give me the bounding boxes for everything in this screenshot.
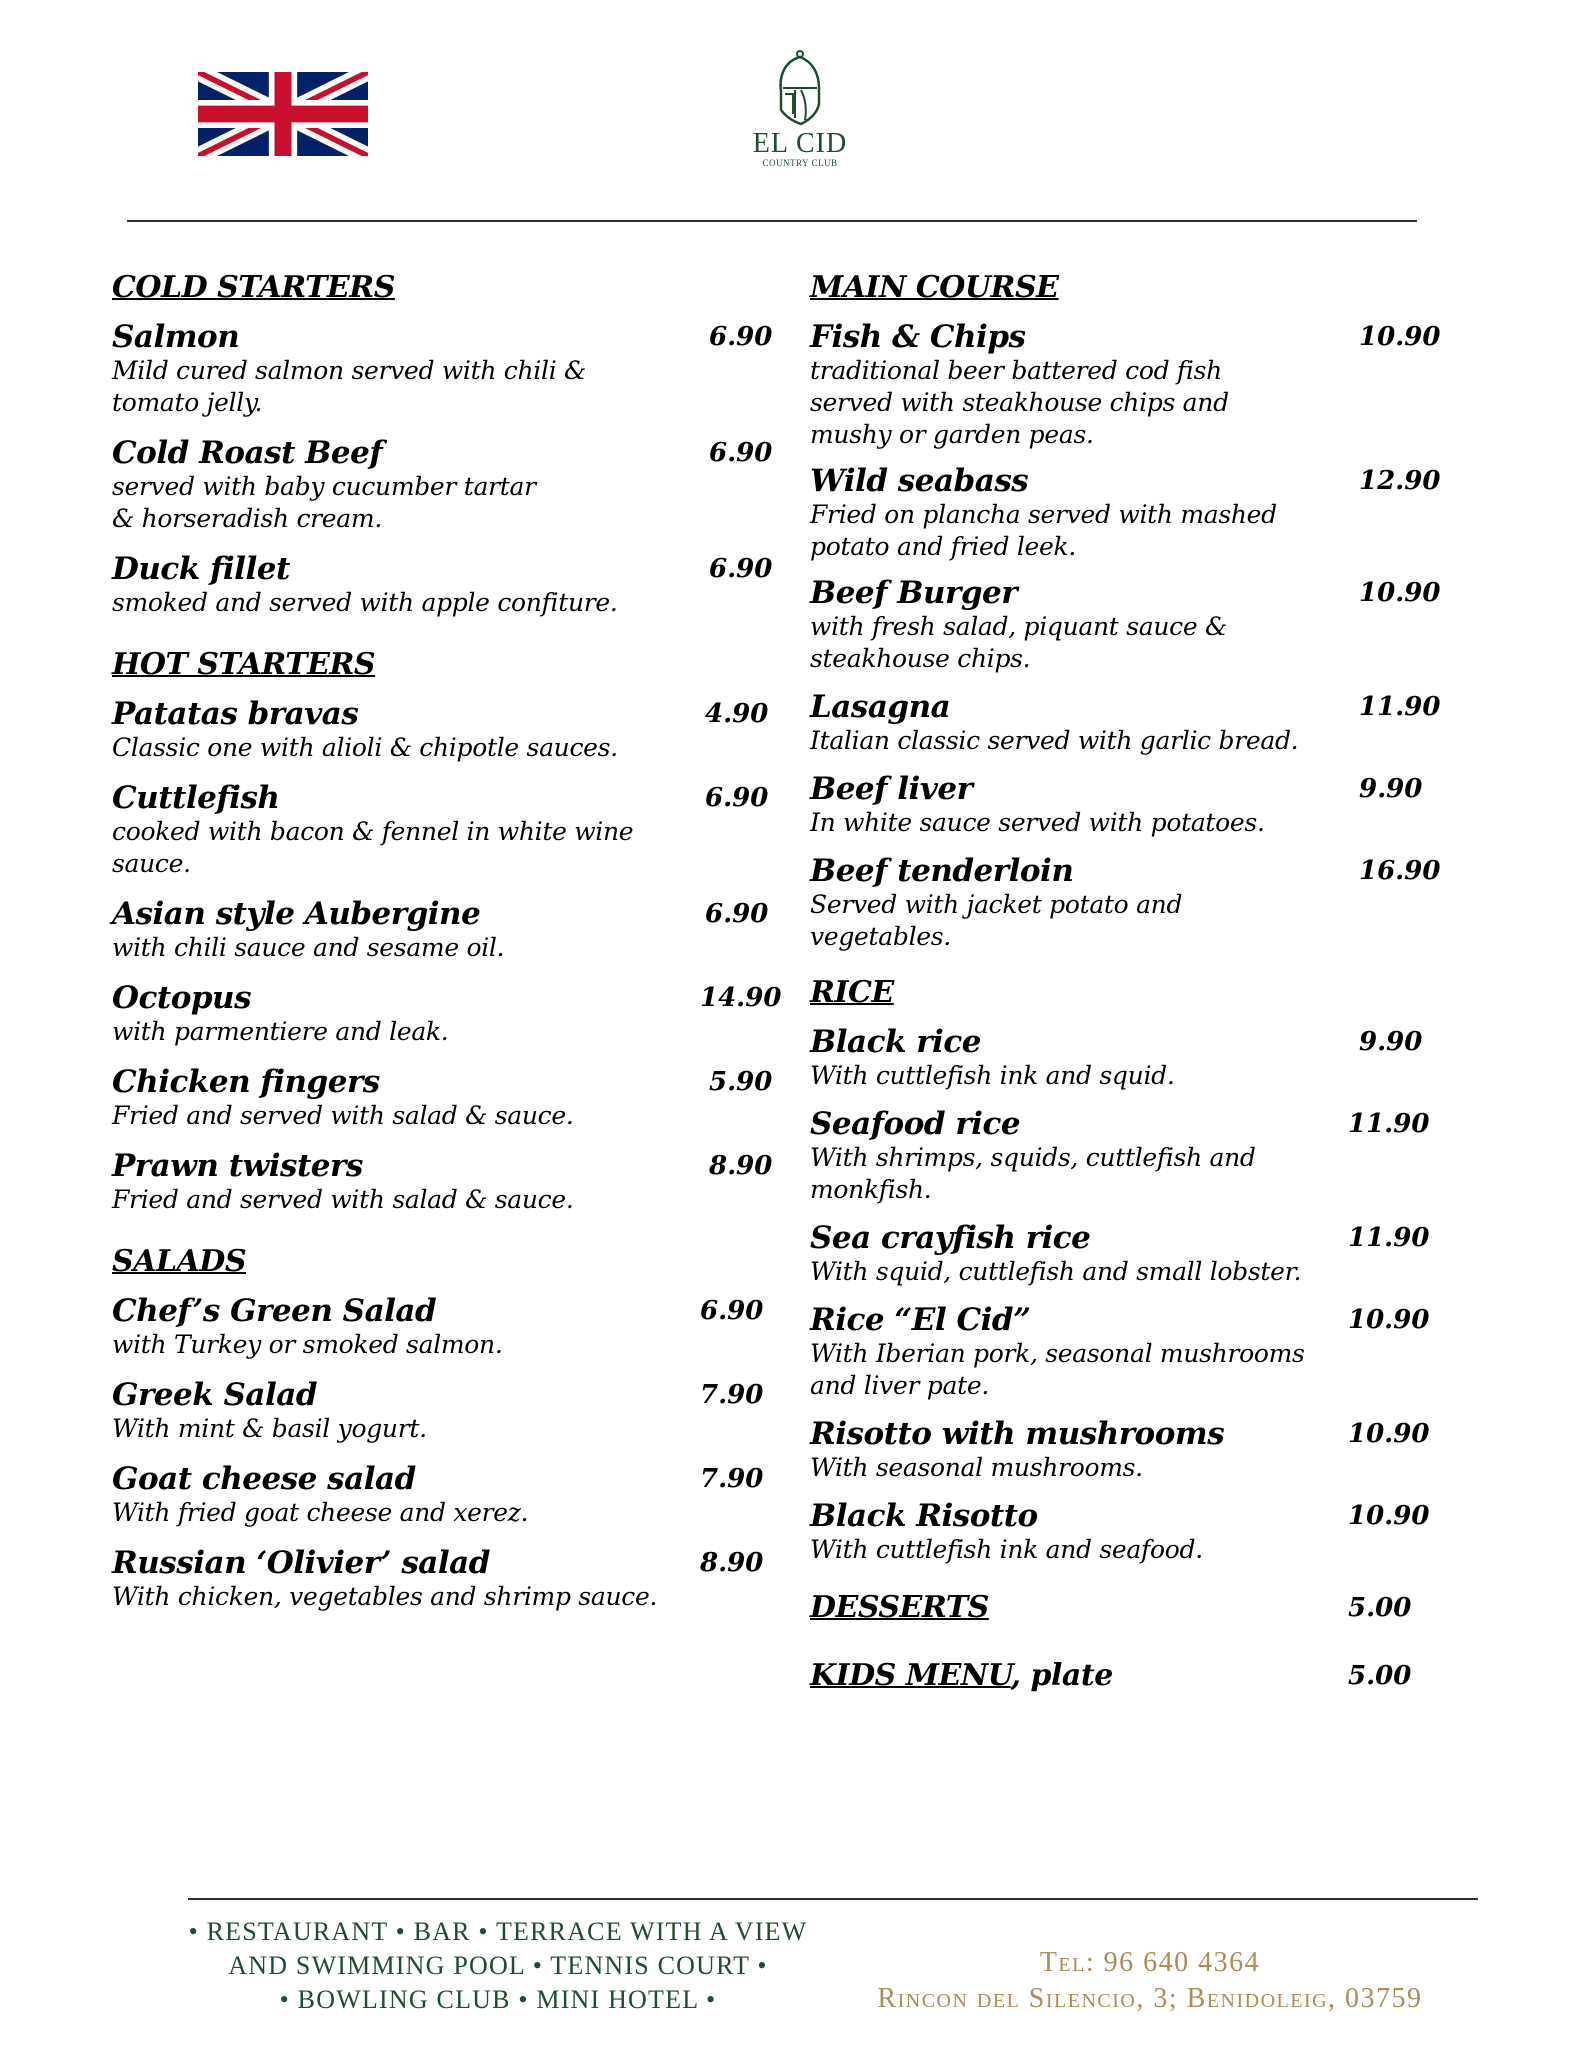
item-price: 8.90 (700, 1548, 764, 1578)
club-logo (735, 48, 865, 183)
menu-item (810, 853, 1450, 953)
item-desc: monkfish. (810, 1175, 932, 1204)
item-name: Seafood rice (810, 1106, 1021, 1142)
item-desc: With chicken, vegetables and shrimp sauce. (112, 1582, 658, 1611)
item-name: Patatas bravas (112, 696, 359, 732)
item-desc: With seasonal mushrooms. (810, 1453, 1143, 1482)
menu-item (112, 1461, 782, 1529)
item-name: Sea crayfish rice (810, 1220, 1091, 1256)
top-divider (127, 220, 1417, 222)
item-price: 5.90 (709, 1067, 773, 1097)
item-desc: with Turkey or smoked salmon. (112, 1330, 503, 1359)
item-desc: sauce. (112, 849, 191, 878)
item-price: 10.90 (1348, 1501, 1430, 1531)
menu-item (112, 1545, 782, 1613)
item-name: Greek Salad (112, 1377, 318, 1413)
logo-name: EL CID (752, 128, 848, 159)
item-desc: tomato jelly. (112, 388, 263, 417)
menu-item (112, 1377, 782, 1445)
item-price: 6.90 (709, 322, 773, 352)
item-name: Russian ‘Olivier’ salad (112, 1545, 490, 1581)
item-name: Duck fillet (112, 551, 290, 587)
section-title: MAIN COURSE (810, 270, 1059, 305)
item-price: 12.90 (1359, 466, 1441, 496)
item-name: Wild seabass (810, 463, 1029, 499)
menu-item (112, 780, 782, 880)
item-price: 6.90 (705, 899, 769, 929)
item-desc: vegetables. (810, 922, 951, 951)
item-desc: With shrimps, squids, cuttlefish and (810, 1143, 1256, 1172)
item-price: 9.90 (1359, 1027, 1423, 1057)
item-name: Chef’s Green Salad (112, 1293, 437, 1329)
item-desc: Fried and served with salad & sauce. (112, 1185, 574, 1214)
item-price: 16.90 (1359, 856, 1441, 886)
item-desc: cooked with bacon & fennel in white wine (112, 817, 634, 846)
menu-item (112, 1293, 782, 1361)
item-desc: smoked and served with apple confiture. (112, 588, 618, 617)
item-name: Beef tenderloin (810, 853, 1074, 889)
menu-item (112, 435, 782, 535)
knight-helmet-icon (765, 48, 835, 128)
item-name: Fish & Chips (810, 319, 1026, 355)
menu-item (112, 1148, 782, 1216)
menu-item (810, 1106, 1450, 1206)
footer-contact (820, 1945, 1480, 2017)
item-name: Risotto with mushrooms (810, 1416, 1225, 1452)
item-desc: With squid, cuttlefish and small lobster. (810, 1257, 1302, 1286)
item-desc: Fried on plancha served with mashed (810, 500, 1277, 529)
item-desc: & horseradish cream. (112, 504, 382, 533)
item-name: Prawn twisters (112, 1148, 363, 1184)
section-title: RICE (810, 975, 894, 1010)
menu-item (810, 1498, 1450, 1566)
item-desc: with parmentiere and leak. (112, 1017, 449, 1046)
item-desc: served with steakhouse chips and (810, 388, 1229, 417)
item-price: 6.90 (700, 1296, 764, 1326)
item-price: 14.90 (700, 983, 782, 1013)
footer-tel: Tel: 96 640 4364 (1039, 1947, 1261, 1978)
section-title: DESSERTS (810, 1590, 989, 1625)
section-title: KIDS MENU (810, 1658, 1011, 1693)
section-title: COLD STARTERS (112, 270, 395, 305)
item-desc: served with baby cucumber tartar (112, 472, 536, 501)
item-price: 6.90 (709, 554, 773, 584)
kids-menu-line (810, 1658, 1450, 1696)
item-name: Octopus (112, 980, 252, 1016)
item-desc: Fried and served with salad & sauce. (112, 1101, 574, 1130)
kids-menu-suffix: , plate (1010, 1658, 1113, 1693)
item-price: 5.00 (1348, 1661, 1412, 1691)
item-desc: With fried goat cheese and xerez. (112, 1498, 529, 1527)
menu-item (810, 1024, 1450, 1092)
item-desc: With Iberian pork, seasonal mushrooms (810, 1339, 1305, 1368)
footer-address: Rincon del Silencio, 3; Benidoleig, 03759 (877, 1983, 1423, 2014)
item-name: Salmon (112, 319, 240, 355)
menu-item (810, 319, 1450, 451)
section-title: SALADS (112, 1244, 246, 1279)
item-name: Beef liver (810, 771, 973, 807)
item-desc: traditional beer battered cod fish (810, 356, 1222, 385)
item-desc: With mint & basil yogurt. (112, 1414, 427, 1443)
item-desc: With cuttlefish ink and seafood. (810, 1535, 1203, 1564)
desserts-line (810, 1590, 1450, 1628)
footer-amenities (188, 1915, 808, 2017)
item-desc: Mild cured salmon served with chili & (112, 356, 586, 385)
item-price: 10.90 (1348, 1419, 1430, 1449)
section-title: HOT STARTERS (112, 647, 376, 682)
menu-item (112, 980, 782, 1048)
item-price: 9.90 (1359, 774, 1423, 804)
menu-item (810, 1302, 1450, 1402)
item-name: Chicken fingers (112, 1064, 380, 1100)
item-desc: with fresh salad, piquant sauce & (810, 612, 1227, 641)
item-name: Cold Roast Beef (112, 435, 383, 471)
footer-line: AND SWIMMING POOL • TENNIS COURT • (228, 1951, 768, 1980)
item-price: 5.00 (1348, 1593, 1412, 1623)
item-name: Cuttlefish (112, 780, 280, 816)
item-price: 10.90 (1348, 1305, 1430, 1335)
item-price: 8.90 (709, 1151, 773, 1181)
item-name: Goat cheese salad (112, 1461, 416, 1497)
uk-flag-icon (198, 72, 368, 156)
item-name: Black Risotto (810, 1498, 1038, 1534)
item-desc: Classic one with alioli & chipotle sauces. (112, 733, 618, 762)
item-name: Black rice (810, 1024, 981, 1060)
item-desc: In white sauce served with potatoes. (810, 808, 1265, 837)
menu-item (112, 896, 782, 964)
item-name: Asian style Aubergine (112, 896, 481, 932)
menu-item (810, 771, 1450, 839)
item-desc: mushy or garden peas. (810, 420, 1094, 449)
menu-item (112, 696, 782, 764)
menu-item (810, 1220, 1450, 1288)
item-desc: and liver pate. (810, 1371, 989, 1400)
menu-item (810, 689, 1450, 757)
item-price: 10.90 (1359, 322, 1441, 352)
item-price: 11.90 (1359, 692, 1441, 722)
item-desc: With cuttlefish ink and squid. (810, 1061, 1175, 1090)
left-column (112, 270, 782, 1613)
item-price: 10.90 (1359, 578, 1441, 608)
menu-item (810, 463, 1450, 563)
menu-item (112, 551, 782, 619)
menu-item (112, 1064, 782, 1132)
menu-item (112, 319, 782, 419)
menu-item (810, 1416, 1450, 1484)
logo-subtitle: COUNTRY CLUB (762, 158, 838, 168)
item-price: 7.90 (700, 1380, 764, 1410)
item-price: 6.90 (709, 438, 773, 468)
item-price: 11.90 (1348, 1223, 1430, 1253)
footer-line: • RESTAURANT • BAR • TERRACE WITH A VIEW (188, 1917, 808, 1946)
item-price: 6.90 (705, 783, 769, 813)
right-column (810, 270, 1450, 1696)
menu-item (810, 575, 1450, 675)
bottom-divider (188, 1898, 1478, 1900)
item-desc: with chili sauce and sesame oil. (112, 933, 505, 962)
item-name: Lasagna (810, 689, 951, 725)
item-name: Beef Burger (810, 575, 1018, 611)
item-desc: Served with jacket potato and (810, 890, 1183, 919)
item-price: 4.90 (705, 699, 769, 729)
item-name: Rice “El Cid” (810, 1302, 1031, 1338)
item-desc: potato and fried leek. (810, 532, 1077, 561)
item-desc: steakhouse chips. (810, 644, 1031, 673)
item-price: 7.90 (700, 1464, 764, 1494)
item-price: 11.90 (1348, 1109, 1430, 1139)
item-desc: Italian classic served with garlic bread. (810, 726, 1299, 755)
footer-line: • BOWLING CLUB • MINI HOTEL • (279, 1985, 717, 2014)
